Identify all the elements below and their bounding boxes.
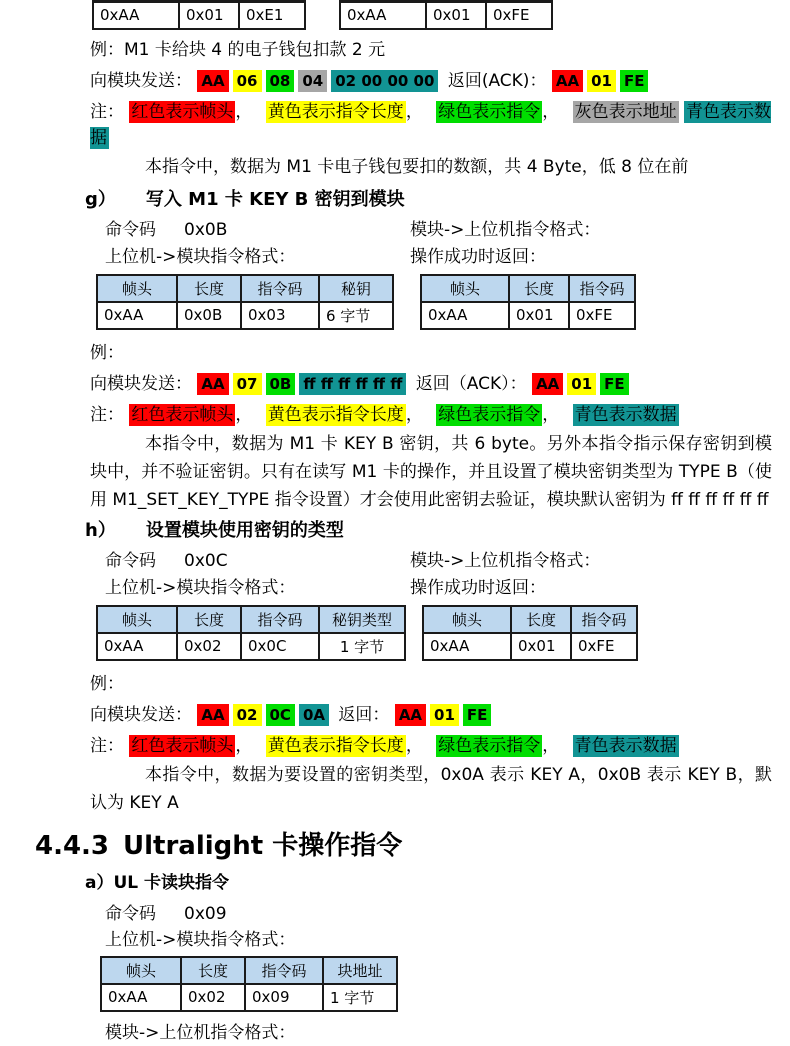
section-443-heading <box>35 827 790 865</box>
byte-chip-cmd: 0B <box>266 373 296 395</box>
cell: 0xAA <box>101 984 181 1011</box>
cell: 0xAA <box>423 633 511 660</box>
legend-yellow: 黄色表示指令长度 <box>267 404 404 425</box>
cmd-code-value: 0x09 <box>184 903 227 924</box>
byte-chip-cmd: FE <box>600 373 629 395</box>
cell: 0xAA <box>421 302 509 329</box>
cell: 0x0C <box>241 633 319 660</box>
cmd-code-label: 命令码 <box>105 550 156 571</box>
cell: 0xAA <box>97 633 177 660</box>
g-note-line <box>90 402 788 428</box>
col-header: 秘钥类型 <box>319 606 405 633</box>
top-left-table <box>92 0 306 30</box>
h-send-line <box>90 701 790 729</box>
table-header-row <box>97 606 405 633</box>
cmd-code-label: 命令码 <box>105 219 156 240</box>
m1-example-title: 例：M1 卡给块 4 的电子钱包扣款 2 元 <box>90 39 386 60</box>
section-id: g） <box>85 188 116 210</box>
cell: 0xFE <box>571 633 637 660</box>
byte-chip-cmd: FE <box>620 70 649 92</box>
cell: 0xFE <box>569 302 635 329</box>
h-paragraph: 本指令中，数据为要设置的密钥类型，0x0A 表示 KEY A，0x0B 表示 KEY B，默认为 KEY A <box>90 764 772 813</box>
table-header-row <box>97 275 393 302</box>
cell: 6 字节 <box>319 302 393 329</box>
section-h-heading <box>85 518 790 544</box>
top-partial-tables <box>92 0 790 30</box>
g-format-labels <box>105 217 790 271</box>
comma: ， <box>235 735 253 756</box>
h-request-table <box>96 605 406 661</box>
byte-chip-length: 01 <box>587 70 616 92</box>
note-label: 注： <box>90 404 124 425</box>
section-id: h） <box>85 519 116 541</box>
legend-red: 红色表示帧头 <box>131 735 234 756</box>
cell: 0x01 <box>511 633 571 660</box>
col-header: 长度 <box>177 606 241 633</box>
cmd-code-value: 0x0C <box>184 550 228 571</box>
byte-chip-frame: AA <box>552 70 583 92</box>
table-row <box>97 302 393 329</box>
legend-red: 红色表示帧头 <box>131 404 234 425</box>
response-ok-label: 操作成功时返回： <box>410 246 546 267</box>
cell: 0x02 <box>177 633 241 660</box>
request-format-label: 上位机->模块指令格式： <box>105 246 296 267</box>
legend-teal: 青色表示数据 <box>574 735 677 756</box>
legend-yellow: 黄色表示指令长度 <box>267 101 404 122</box>
g-example-label: 例： <box>90 342 124 363</box>
legend-gray: 灰色表示地址 <box>574 101 677 122</box>
col-header: 长度 <box>509 275 569 302</box>
byte-chip-data: 02 00 00 00 <box>331 70 438 92</box>
col-header: 指令码 <box>569 275 635 302</box>
cell: 0x01 <box>426 2 486 29</box>
h-response-table <box>422 605 638 661</box>
h-tables <box>96 605 790 661</box>
byte-chip-cmd: FE <box>463 704 492 726</box>
cell: 0x01 <box>179 2 239 29</box>
g-request-table <box>96 274 394 330</box>
byte-chip-length: 01 <box>567 373 596 395</box>
request-format-label: 上位机->模块指令格式： <box>105 577 296 598</box>
legend-red: 红色表示帧头 <box>131 101 234 122</box>
legend-green: 绿色表示指令 <box>438 101 541 122</box>
table-row <box>421 302 635 329</box>
ul-cmd-code-line <box>105 901 790 927</box>
comma: ， <box>235 101 253 122</box>
legend-green: 绿色表示指令 <box>438 735 541 756</box>
cell: 0xAA <box>97 302 177 329</box>
note-label: 注： <box>90 735 124 756</box>
send-label: 向模块发送： <box>90 70 192 91</box>
ul-response-format-label: 模块->上位机指令格式： <box>105 1022 296 1043</box>
cell: 0xAA <box>93 2 179 29</box>
g-send-line <box>90 370 790 398</box>
response-format-label: 模块->上位机指令格式： <box>410 219 601 240</box>
cell: 0x0B <box>177 302 241 329</box>
byte-chip-data: ff ff ff ff ff ff <box>299 373 406 395</box>
g-paragraph: 本指令中，数据为 M1 卡 KEY B 密钥，共 6 byte。另外本指令指示保存密钥到模块中，并不验证密钥。只有在读写 M1 卡的操作，并且设置了模块密钥类型为 TYPE B（使用 M1_SET_KEY_TYPE 指令设置）才会使用此密钥去验证，模块默认密钥为 ff ff ff ff ff ff <box>90 433 772 510</box>
col-header: 帧头 <box>97 606 177 633</box>
response-format-label: 模块->上位机指令格式： <box>410 550 601 571</box>
g-tables <box>96 274 790 330</box>
cell: 0x03 <box>241 302 319 329</box>
top-right-table <box>339 0 553 30</box>
return-label: 返回（ACK）： <box>415 373 527 394</box>
byte-chip-length: 07 <box>233 373 262 395</box>
col-header: 指令码 <box>241 606 319 633</box>
cmd-code-value: 0x0B <box>184 219 228 240</box>
cell: 1 字节 <box>323 984 397 1011</box>
send-label: 向模块发送： <box>90 704 192 725</box>
col-header: 长度 <box>181 957 245 984</box>
table-header-row <box>423 606 637 633</box>
cmd-code-label: 命令码 <box>105 903 156 924</box>
cell: 0xE1 <box>239 2 305 29</box>
return-label: 返回(ACK)： <box>447 70 547 91</box>
byte-chip-frame: AA <box>197 704 228 726</box>
send-label: 向模块发送： <box>90 373 192 394</box>
col-header: 块地址 <box>323 957 397 984</box>
byte-chip-cmd: 08 <box>266 70 295 92</box>
note-label: 注： <box>90 101 124 122</box>
ul-request-format-label: 上位机->模块指令格式： <box>105 929 296 950</box>
m1-send-line <box>90 67 790 95</box>
comma: ， <box>542 101 560 122</box>
byte-chip-frame: AA <box>532 373 563 395</box>
byte-chip-addr: 04 <box>298 70 327 92</box>
table-row <box>423 633 637 660</box>
col-header: 帧头 <box>421 275 509 302</box>
byte-chip-frame: AA <box>197 373 228 395</box>
ul-read-block-heading: a）UL 卡读块指令 <box>85 872 230 893</box>
byte-chip-length: 02 <box>233 704 262 726</box>
section-title: 设置模块使用密钥的类型 <box>145 519 344 541</box>
comma: ， <box>542 735 560 756</box>
byte-chip-cmd: 0C <box>266 704 295 726</box>
comma: ， <box>405 404 423 425</box>
table-row <box>93 2 305 29</box>
legend-yellow: 黄色表示指令长度 <box>267 735 404 756</box>
h-example-label: 例： <box>90 673 124 694</box>
cell: 0xAA <box>340 2 426 29</box>
col-header: 长度 <box>511 606 571 633</box>
cell: 0x09 <box>245 984 323 1011</box>
section-title: 写入 M1 卡 KEY B 密钥到模块 <box>145 188 405 210</box>
col-header: 帧头 <box>101 957 181 984</box>
h-format-labels <box>105 548 790 602</box>
byte-chip-frame: AA <box>395 704 426 726</box>
comma: ， <box>405 735 423 756</box>
cell: 0xFE <box>486 2 552 29</box>
cell: 0x01 <box>509 302 569 329</box>
m1-paragraph: 本指令中，数据为 M1 卡电子钱包要扣的数额，共 4 Byte，低 8 位在前 <box>145 156 689 177</box>
table-row <box>101 984 397 1011</box>
comma: ， <box>235 404 253 425</box>
legend-teal: 青色表示数据 <box>574 404 677 425</box>
return-label: 返回： <box>338 704 390 725</box>
cmd-code-line <box>105 217 410 244</box>
comma: ， <box>542 404 560 425</box>
table-header-row <box>421 275 635 302</box>
section-number: 4.4.3 <box>35 830 110 861</box>
table-row <box>97 633 405 660</box>
col-header: 帧头 <box>97 275 177 302</box>
section-title: Ultralight 卡操作指令 <box>123 830 403 861</box>
cmd-code-line <box>105 548 410 575</box>
comma: ， <box>405 101 423 122</box>
byte-chip-data: 0A <box>299 704 329 726</box>
col-header: 长度 <box>177 275 241 302</box>
col-header: 指令码 <box>241 275 319 302</box>
col-header: 帧头 <box>423 606 511 633</box>
table-header-row <box>101 957 397 984</box>
section-g-heading <box>85 187 790 213</box>
byte-chip-length: 06 <box>233 70 262 92</box>
h-note-line <box>90 733 788 759</box>
cell: 1 字节 <box>319 633 405 660</box>
legend-teal: 青色表示数据 <box>90 101 772 148</box>
col-header: 指令码 <box>571 606 637 633</box>
table-row <box>340 2 552 29</box>
g-response-table <box>420 274 636 330</box>
col-header: 秘钥 <box>319 275 393 302</box>
legend-green: 绿色表示指令 <box>438 404 541 425</box>
response-ok-label: 操作成功时返回： <box>410 577 546 598</box>
byte-chip-length: 01 <box>430 704 459 726</box>
col-header: 指令码 <box>245 957 323 984</box>
byte-chip-frame: AA <box>197 70 228 92</box>
m1-note-line <box>90 99 788 151</box>
cell: 0x02 <box>181 984 245 1011</box>
